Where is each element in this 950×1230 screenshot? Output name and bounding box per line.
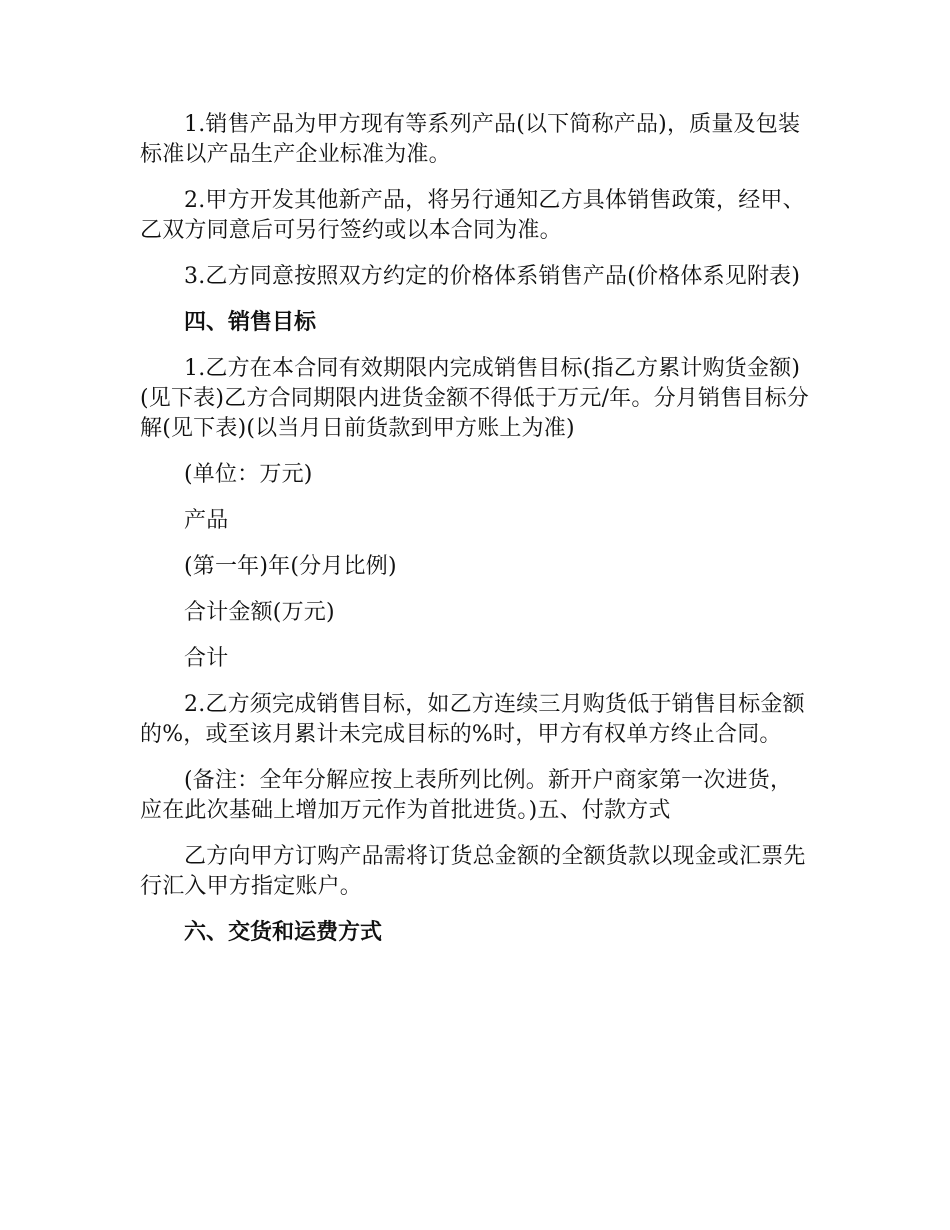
paragraph-first-year: (第一年)年(分月比例) <box>184 554 397 579</box>
heading-sales-target: 四、销售目标 <box>184 310 317 335</box>
paragraph-remark-payment: (备注：全年分解应按上表所列比例。新开户商家第一次进货，应在此次基础上增加万元作为首批进货。)五、付款方式 <box>140 768 793 823</box>
paragraph-new-products: 2.甲方开发其他新产品，将另行通知乙方具体销售政策，经甲、乙双方同意后可另行签约或以本合同为准。 <box>140 188 805 243</box>
heading-delivery-freight: 六、交货和运费方式 <box>184 920 383 945</box>
paragraph-sales-target: 1.乙方在本合同有效期限内完成销售目标(指乙方累计购货金额)(见下表)乙方合同期限内进货金额不得低于万元/年。分月销售目标分解(见下表)(以当月日前货款到甲方账上为准) <box>140 356 809 441</box>
document-body <box>140 110 810 964</box>
paragraph-payment-method: 乙方向甲方订购产品需将订货总金额的全额货款以现金或汇票先行汇入甲方指定账户。 <box>140 844 806 899</box>
paragraph-total-amount: 合计金额(万元) <box>184 600 335 625</box>
paragraph-unit: (单位：万元) <box>184 462 313 487</box>
paragraph-price-system: 3.乙方同意按照双方约定的价格体系销售产品(价格体系见附表) <box>184 264 801 289</box>
paragraph-product: 产品 <box>184 508 229 533</box>
paragraph-total: 合计 <box>184 646 229 671</box>
paragraph-product-standard: 1.销售产品为甲方现有等系列产品(以下简称产品)，质量及包装标准以产品生产企业标准为准。 <box>140 112 801 167</box>
paragraph-target-penalty: 2.乙方须完成销售目标，如乙方连续三月购货低于销售目标金额的%，或至该月累计未完成目标的%时，甲方有权单方终止合同。 <box>140 692 805 747</box>
